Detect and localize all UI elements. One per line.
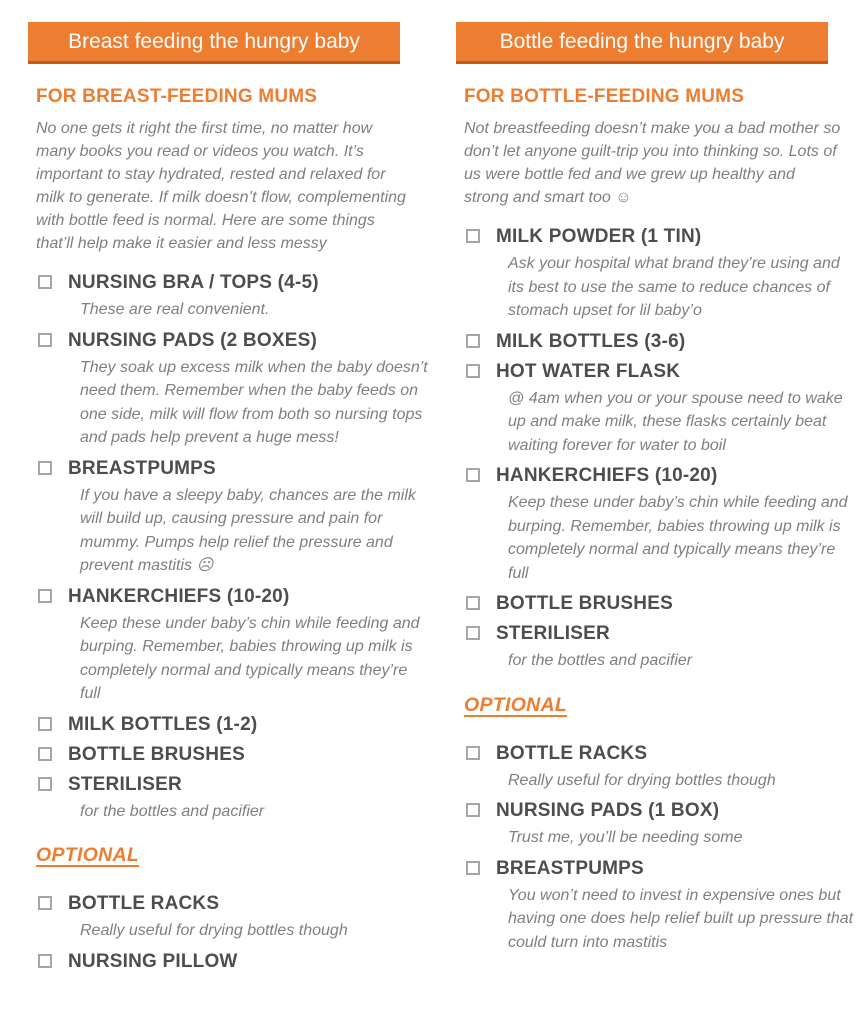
checkbox-icon[interactable] — [466, 596, 480, 610]
optional-heading: OPTIONAL — [36, 844, 140, 866]
breast-feeding-banner: Breast feeding the hungry baby — [28, 22, 400, 64]
bottle-feeding-column — [456, 22, 856, 977]
checkbox-icon[interactable] — [466, 803, 480, 817]
checkbox-icon[interactable] — [466, 229, 480, 243]
checklist-item-hot-water-flask — [464, 357, 856, 387]
checklist-item-label: NURSING PADS (2 BOXES) — [68, 329, 317, 351]
checklist-item-label: MILK POWDER (1 TIN) — [496, 226, 702, 247]
checklist-item-description: Trust me, you’ll be needing some — [508, 829, 743, 846]
checklist-item-bottle-brushes — [464, 589, 856, 619]
checkbox-icon[interactable] — [38, 777, 52, 791]
checklist-item-label: HANKERCHIEFS (10-20) — [496, 465, 718, 486]
checklist-item-label: STERILISER — [68, 773, 182, 795]
bottle-feeding-banner: Bottle feeding the hungry baby — [456, 22, 828, 64]
checklist-item-label: HANKERCHIEFS (10-20) — [68, 585, 290, 607]
checklist-item-label: NURSING PADS (1 BOX) — [496, 800, 720, 821]
checklist-item-milk-bottles — [36, 710, 428, 740]
checklist-item-description: They soak up excess milk when the baby doesn’t need them. Remember when the baby feeds on one side, milk will flow from both so nursing tops and pads help prevent a huge mess! — [80, 358, 428, 446]
checklist-item-hankerchiefs — [464, 461, 856, 491]
checklist-item-label: BOTTLE RACKS — [68, 893, 220, 914]
checklist-item-label: BOTTLE BRUSHES — [496, 593, 673, 614]
checkbox-icon[interactable] — [466, 746, 480, 760]
checklist-item-bottle-racks — [36, 889, 428, 919]
checklist-item-label: BOTTLE BRUSHES — [68, 743, 245, 765]
checklist-item-bottle-racks — [464, 739, 856, 769]
breast-feeding-intro: No one gets it right the first time, no matter how many books you read or videos you watch. It’s important to stay hydrated, rested and relaxed for milk to generate. If milk doesn’t flow, complementing with bottle feed is normal. Here are some things that’ll help make it easier and less messy — [36, 120, 406, 252]
checklist-item-nursing-bra — [36, 268, 428, 298]
checkbox-icon[interactable] — [466, 861, 480, 875]
checklist-item-label: BREASTPUMPS — [496, 857, 644, 879]
checklist-item-description: Ask your hospital what brand they’re using and its best to use the same to reduce chances of stomach upset for lil baby’o — [508, 255, 840, 319]
checkbox-icon[interactable] — [38, 333, 52, 347]
checklist-item-nursing-pads — [464, 796, 856, 826]
checkbox-icon[interactable] — [38, 747, 52, 761]
checkbox-icon[interactable] — [466, 468, 480, 482]
bottle-feeding-intro: Not breastfeeding doesn’t make you a bad mother so don’t let anyone guilt-trip you into thinking so. Lots of us were bottle fed and we grew up healthy and strong and smart too ☺ — [464, 120, 841, 206]
checklist-item-milk-powder — [464, 222, 856, 252]
checklist-item-label: NURSING BRA / TOPS (4-5) — [68, 272, 319, 293]
checklist-item-description: @ 4am when you or your spouse need to wake up and make milk, these flasks certainly beat waiting forever for water to boil — [508, 389, 843, 454]
checklist-item-nursing-pads — [36, 326, 428, 356]
checklist-item-description: Really useful for drying bottles though — [508, 771, 776, 789]
checkbox-icon[interactable] — [38, 461, 52, 475]
checkbox-icon[interactable] — [466, 334, 480, 348]
checklist-item-description: for the bottles and pacifier — [80, 802, 265, 820]
checklist-item-label: HOT WATER FLASK — [496, 360, 681, 382]
optional-heading: OPTIONAL — [464, 693, 568, 716]
checklist-item-label: BREASTPUMPS — [68, 457, 216, 479]
checkbox-icon[interactable] — [38, 589, 52, 603]
checklist-item-description: Keep these under baby’s chin while feeding and burping. Remember, babies throwing up milk is completely normal and typically means they’re full — [508, 494, 848, 582]
checklist-item-description: Keep these under baby’s chin while feeding and burping. Remember, babies throwing up milk is completely normal and typically means they’re full — [80, 614, 420, 702]
checkbox-icon[interactable] — [466, 364, 480, 378]
checklist-item-label: STERILISER — [496, 623, 610, 644]
checklist-item-nursing-pillow — [36, 947, 428, 977]
checkbox-icon[interactable] — [38, 896, 52, 910]
checklist-item-label: MILK BOTTLES (3-6) — [496, 330, 686, 352]
checklist-item-breastpumps — [464, 854, 856, 884]
checklist-item-label: BOTTLE RACKS — [496, 742, 648, 764]
checklist-item-bottle-brushes — [36, 740, 428, 770]
checklist-item-breastpumps — [36, 454, 428, 484]
checkbox-icon[interactable] — [38, 275, 52, 289]
checklist-item-steriliser — [464, 619, 856, 649]
checklist-item-hankerchiefs — [36, 582, 428, 612]
bottle-feeding-heading: FOR BOTTLE-FEEDING MUMS — [464, 86, 745, 107]
checklist-item-description: Really useful for drying bottles though — [80, 922, 348, 939]
checklist-item-description: These are real convenient. — [80, 301, 270, 318]
checklist-item-description: You won’t need to invest in expensive ones but having one does help relief built up pressure that could turn into mastitis — [508, 886, 854, 951]
checkbox-icon[interactable] — [38, 717, 52, 731]
checklist-item-steriliser — [36, 770, 428, 800]
breast-feeding-column — [28, 22, 428, 977]
breast-feeding-heading: FOR BREAST-FEEDING MUMS — [36, 86, 318, 107]
checklist-item-milk-bottles — [464, 327, 856, 357]
checklist-item-label: MILK BOTTLES (1-2) — [68, 713, 258, 735]
checklist-item-description: If you have a sleepy baby, chances are the milk will build up, causing pressure and pain for mummy. Pumps help relief the pressure and prevent mastitis ☹ — [80, 486, 416, 574]
checklist-item-description: for the bottles and pacifier — [508, 652, 693, 669]
checklist-item-label: NURSING PILLOW — [68, 950, 238, 972]
checkbox-icon[interactable] — [38, 954, 52, 968]
checkbox-icon[interactable] — [466, 626, 480, 640]
